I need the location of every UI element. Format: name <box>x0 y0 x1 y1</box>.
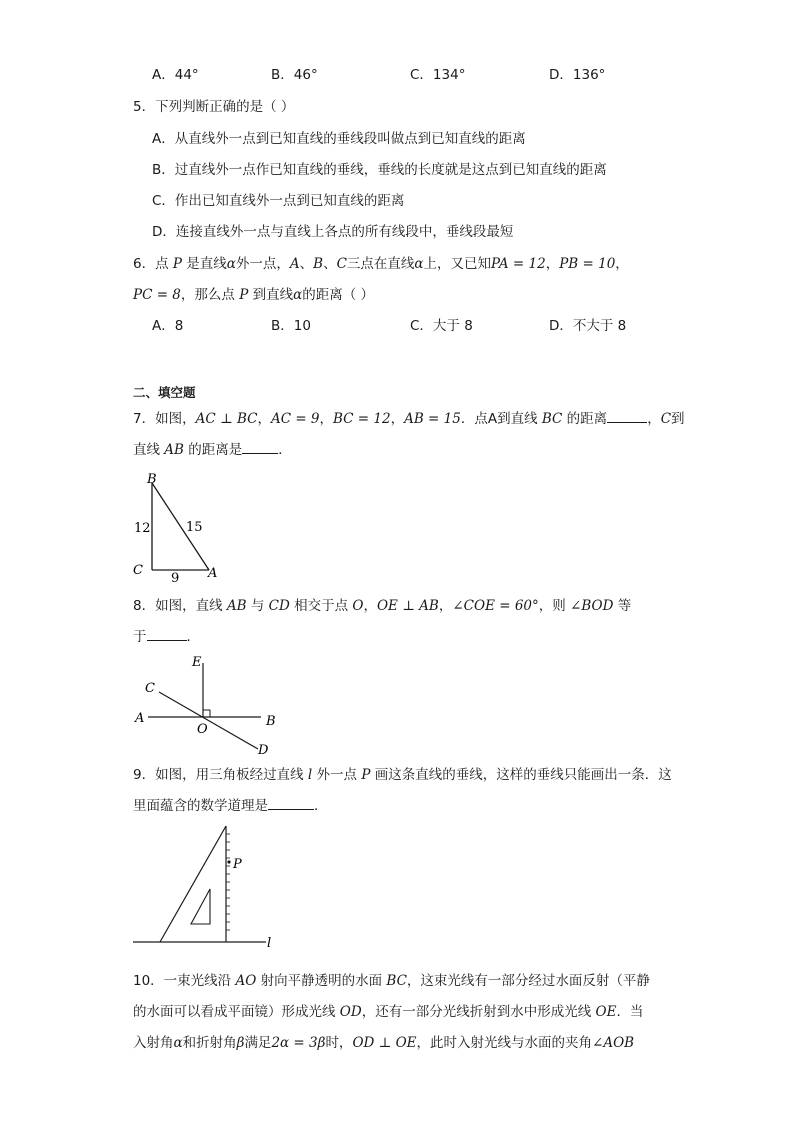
vertex-label-c: C <box>133 563 143 578</box>
q9-stem-line2: 里面蕴含的数学道理是 ． <box>133 798 328 814</box>
line-label-l: l <box>267 936 272 951</box>
answer-blank[interactable] <box>607 410 647 423</box>
q4-option-b: B．46° <box>271 67 318 83</box>
point-label-e: E <box>192 655 202 670</box>
side-length-bc: 12 <box>134 521 151 536</box>
point-label-c: C <box>145 681 155 696</box>
vertex-label-a: A <box>208 566 218 581</box>
point-label-p: P <box>233 857 242 872</box>
q9-stem-line1: 9．如图，用三角板经过直线 l 外一点 P 画这条直线的垂线，这样的垂线只能画出一条．这 <box>133 767 672 783</box>
line-cd <box>159 692 258 749</box>
q6-stem-line2: PC = 8，那么点 P 到直线α的距离（ ） <box>133 287 375 303</box>
q8-stem-line1: 8．如图，直线 AB 与 CD 相交于点 O，OE ⊥ AB，∠COE = 60°，则 ∠BOD 等 <box>133 598 632 614</box>
q7-stem-line2: 直线 AB 的距离是 ． <box>133 442 292 458</box>
point-p <box>227 860 230 863</box>
q4-option-c: C．134° <box>410 67 466 83</box>
set-square-hypotenuse <box>160 826 226 942</box>
q4-option-a: A．44° <box>152 67 199 83</box>
side-length-ab: 15 <box>186 520 203 535</box>
q7-stem-line1: 7．如图，AC ⊥ BC，AC = 9，BC = 12，AB = 15．点A到直线 BC 的距离 ，C到 <box>133 411 685 427</box>
point-label-o: O <box>197 722 208 737</box>
q5-option-a: A．从直线外一点到已知直线的垂线段叫做点到已知直线的距离 <box>152 131 526 147</box>
point-label-a: A <box>135 711 145 726</box>
right-angle-mark <box>203 710 210 717</box>
vertex-label-b: B <box>147 472 157 487</box>
q5-option-c: C．作出已知直线外一点到已知直线的距离 <box>152 193 405 209</box>
q6-option-c: C．大于 8 <box>410 318 473 334</box>
q8-stem-line2: 于 ． <box>133 629 200 645</box>
q6-stem-line1: 6．点 P 是直线α外一点，A、B、C三点在直线α上，又已知PA = 12，PB = 10， <box>133 256 629 272</box>
q9-set-square-figure <box>125 820 285 952</box>
q5-option-b: B．过直线外一点作已知直线的垂线，垂线的长度就是这点到已知直线的距离 <box>152 162 607 178</box>
section-title: 二、填空题 <box>133 385 196 400</box>
answer-blank[interactable] <box>147 628 187 641</box>
answer-blank[interactable] <box>268 797 314 810</box>
q7-triangle-figure <box>125 466 235 586</box>
point-label-b: B <box>266 714 276 729</box>
q5-option-d: D．连接直线外一点与直线上各点的所有线段中，垂线段最短 <box>152 224 514 240</box>
q6-option-b: B．10 <box>271 318 311 334</box>
set-square-inner-cutout <box>191 889 210 924</box>
set-square-scale-ticks <box>226 834 230 930</box>
q10-stem-line3: 入射角α和折射角β满足2α = 3β时，OD ⊥ OE，此时入射光线与水面的夹角∠AOB <box>133 1035 635 1051</box>
q6-option-a: A．8 <box>152 318 184 334</box>
q10-stem-line2: 的水面可以看成平面镜）形成光线 OD，还有一部分光线折射到水中形成光线 OE．当 <box>133 1004 644 1020</box>
answer-blank[interactable] <box>242 441 278 454</box>
side-length-ca: 9 <box>171 571 180 586</box>
q6-option-d: D．不大于 8 <box>549 318 627 334</box>
q5-stem: 5．下列判断正确的是（ ） <box>133 99 295 115</box>
q10-stem-line1: 10．一束光线沿 AO 射向平静透明的水面 BC，这束光线有一部分经过水面反射（平静 <box>133 973 650 989</box>
point-label-d: D <box>258 743 269 758</box>
q4-option-d: D．136° <box>549 67 606 83</box>
q8-intersecting-lines-figure <box>125 650 295 760</box>
